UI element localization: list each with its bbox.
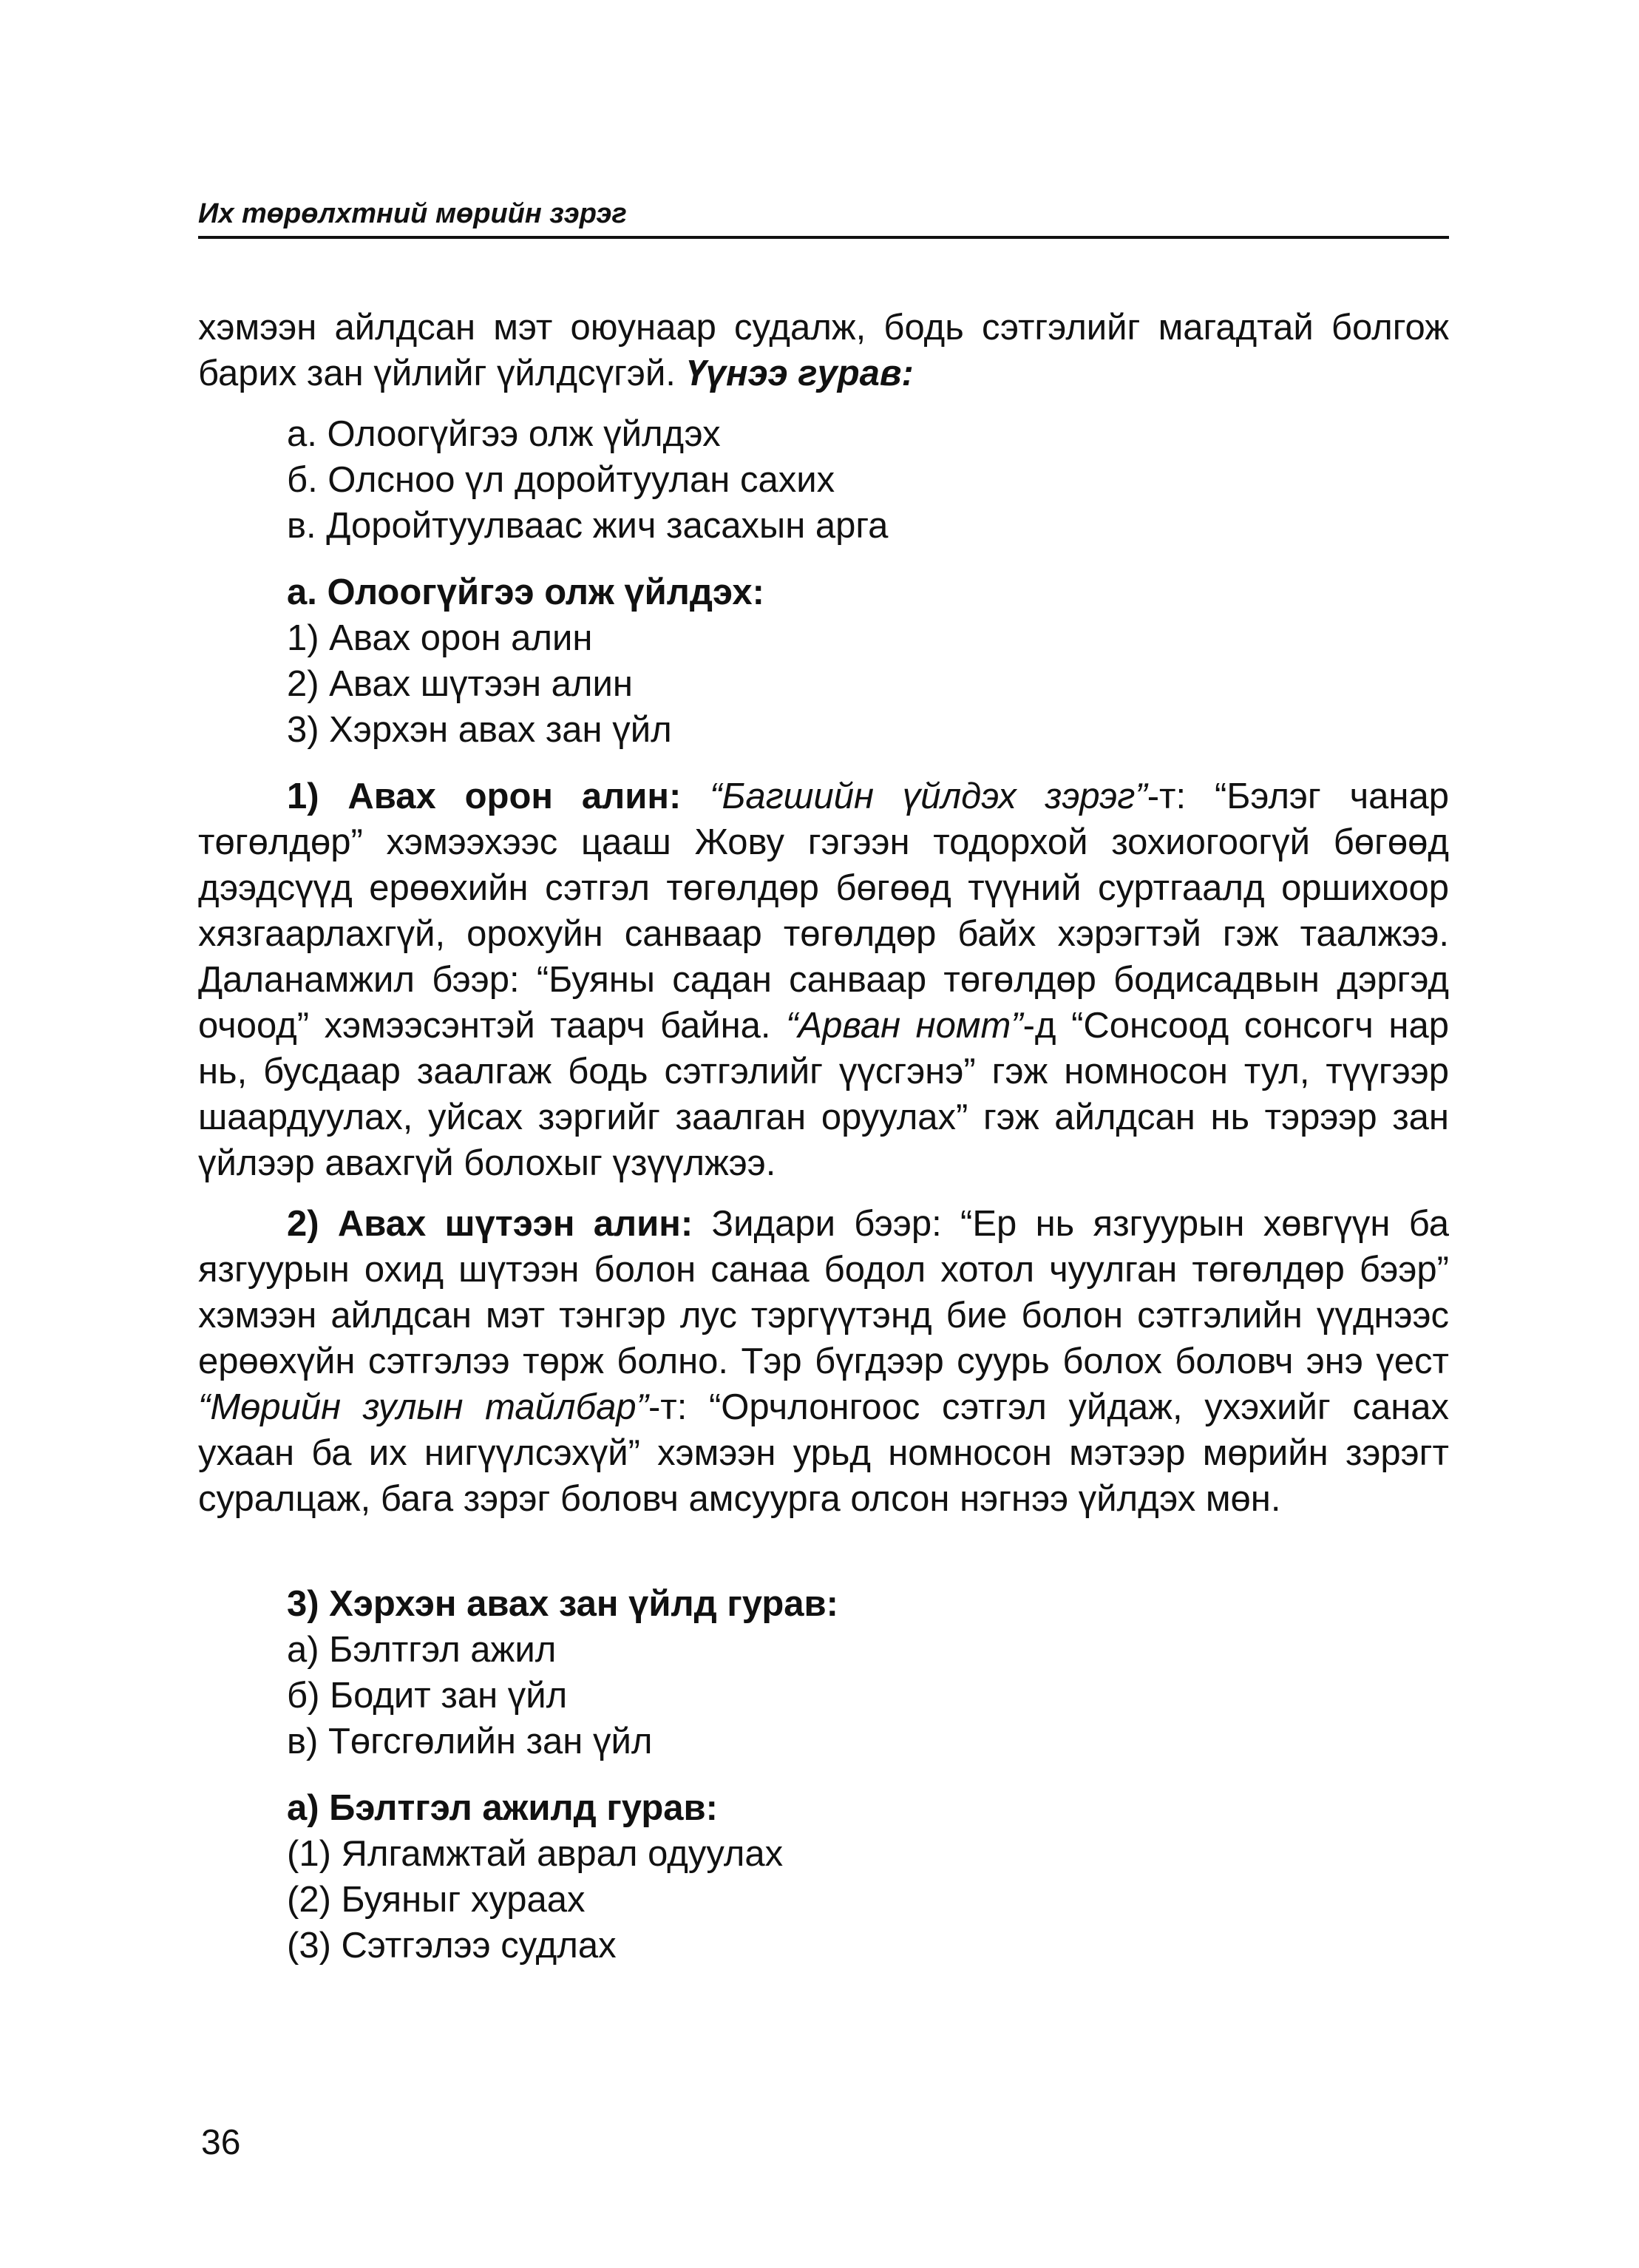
section-a-list [198, 615, 1449, 753]
list-item: 2) Авах шүтээн алин [287, 664, 633, 704]
intro-paragraph: хэмээн айлдсан мэт оюунаар судалж, бодь сэтгэлийг магадтай болгож барих зан үйлийг үйлдсүгэй. Үүнээ гурав: [198, 308, 1449, 393]
list-item: в. Доройтуулваас жич засахын арга [287, 506, 889, 546]
intro-emphasis: Үүнээ гурав: [685, 353, 914, 393]
list-item: в) Төгсгөлийн зан үйл [287, 1722, 653, 1761]
paragraph-1-heading: 1) Авах орон алин: [287, 776, 682, 816]
section-3a-list [198, 1831, 1449, 1969]
section-3-list [198, 1627, 1449, 1764]
page-body [198, 305, 1449, 1969]
page-number: 36 [201, 2123, 241, 2162]
list-item: 1) Авах орон алин [287, 618, 593, 658]
list-item: б. Олсноо үл доройтуулан сахих [287, 460, 835, 500]
list-item: а) Бэлтгэл ажил [287, 1630, 557, 1670]
running-header [198, 198, 1449, 239]
section-3-title: 3) Хэрхэн авах зан үйлд гурав: [287, 1584, 838, 1624]
list-item: б) Бодит зан үйл [287, 1676, 568, 1716]
list-item: (1) Ялгамжтай аврал одуулах [287, 1834, 784, 1874]
list-item: (2) Буяныг хураах [287, 1880, 586, 1920]
paragraph-1: 1) Авах орон алин: “Багшийн үйлдэх зэрэг”-т: “Бэлэг чанар төгөлдөр” хэмээхээс цааш Жову гэгээн тодорхой зохиогоогүй бөгөөд дээдсүүд ерөөхийн сэтгэл төгөлдөр бөгөөд түүний суртгаалд оршихоор хязгаарлахгүй, орохуйн санваар төгөлдөр байх хэрэгтэй гэж таалжээ. Даланамжил бээр: “Буяны садан санваар төгөлдөр бодисадвын дэргэд очоод” хэмээсэнтэй таарч байна. “Арван номт”-д “Сонсоод сонсогч нар нь, бусдаар заалгаж бодь сэтгэлийг үүсгэнэ” гэж номносон тул, түүгээр шаардуулах, уйсах зэргийг заалган оруулах” гэж айлдсан нь тэрээр зан үйлээр авахгүй болохыг үзүүлжээ. [198, 776, 1449, 1183]
list-item: 3) Хэрхэн авах зан үйл [287, 710, 672, 750]
section-3a-title: а) Бэлтгэл ажилд гурав: [287, 1788, 718, 1828]
list-item: а. Олоогүйгээ олж үйлдэх [287, 414, 721, 454]
three-part-list [198, 411, 1449, 549]
paragraph-2: 2) Авах шүтээн алин: Зидари бээр: “Ер нь язгуурын хөвгүүн ба язгуурын охид шүтээн болон санаа бодол хотол чуулган төгөлдөр бээр” хэмээн айлдсан мэт тэнгэр лус тэргүүтэнд бие болон сэтгэлийн үүднээс ерөөхүйн сэтгэлээ төрж болно. Тэр бүгдээр суурь болох боловч энэ үест “Мөрийн зулын тайлбар”-т: “Орчлонгоос сэтгэл уйдаж, ухэхийг санах ухаан ба их нигүүлсэхүй” хэмээн урьд номносон мэтээр мөрийн зэрэгт суралцаж, бага зэрэг боловч амсуурга олсон нэгнээ үйлдэх мөн. [198, 1204, 1450, 1519]
paragraph-2-heading: 2) Авах шүтээн алин: [287, 1204, 693, 1244]
section-a-title: а. Олоогүйгээ олж үйлдэх: [287, 572, 764, 612]
header-title: Их төрөлхтний мөрийн зэрэг [198, 198, 627, 229]
list-item: (3) Сэтгэлээ судлах [287, 1926, 617, 1966]
